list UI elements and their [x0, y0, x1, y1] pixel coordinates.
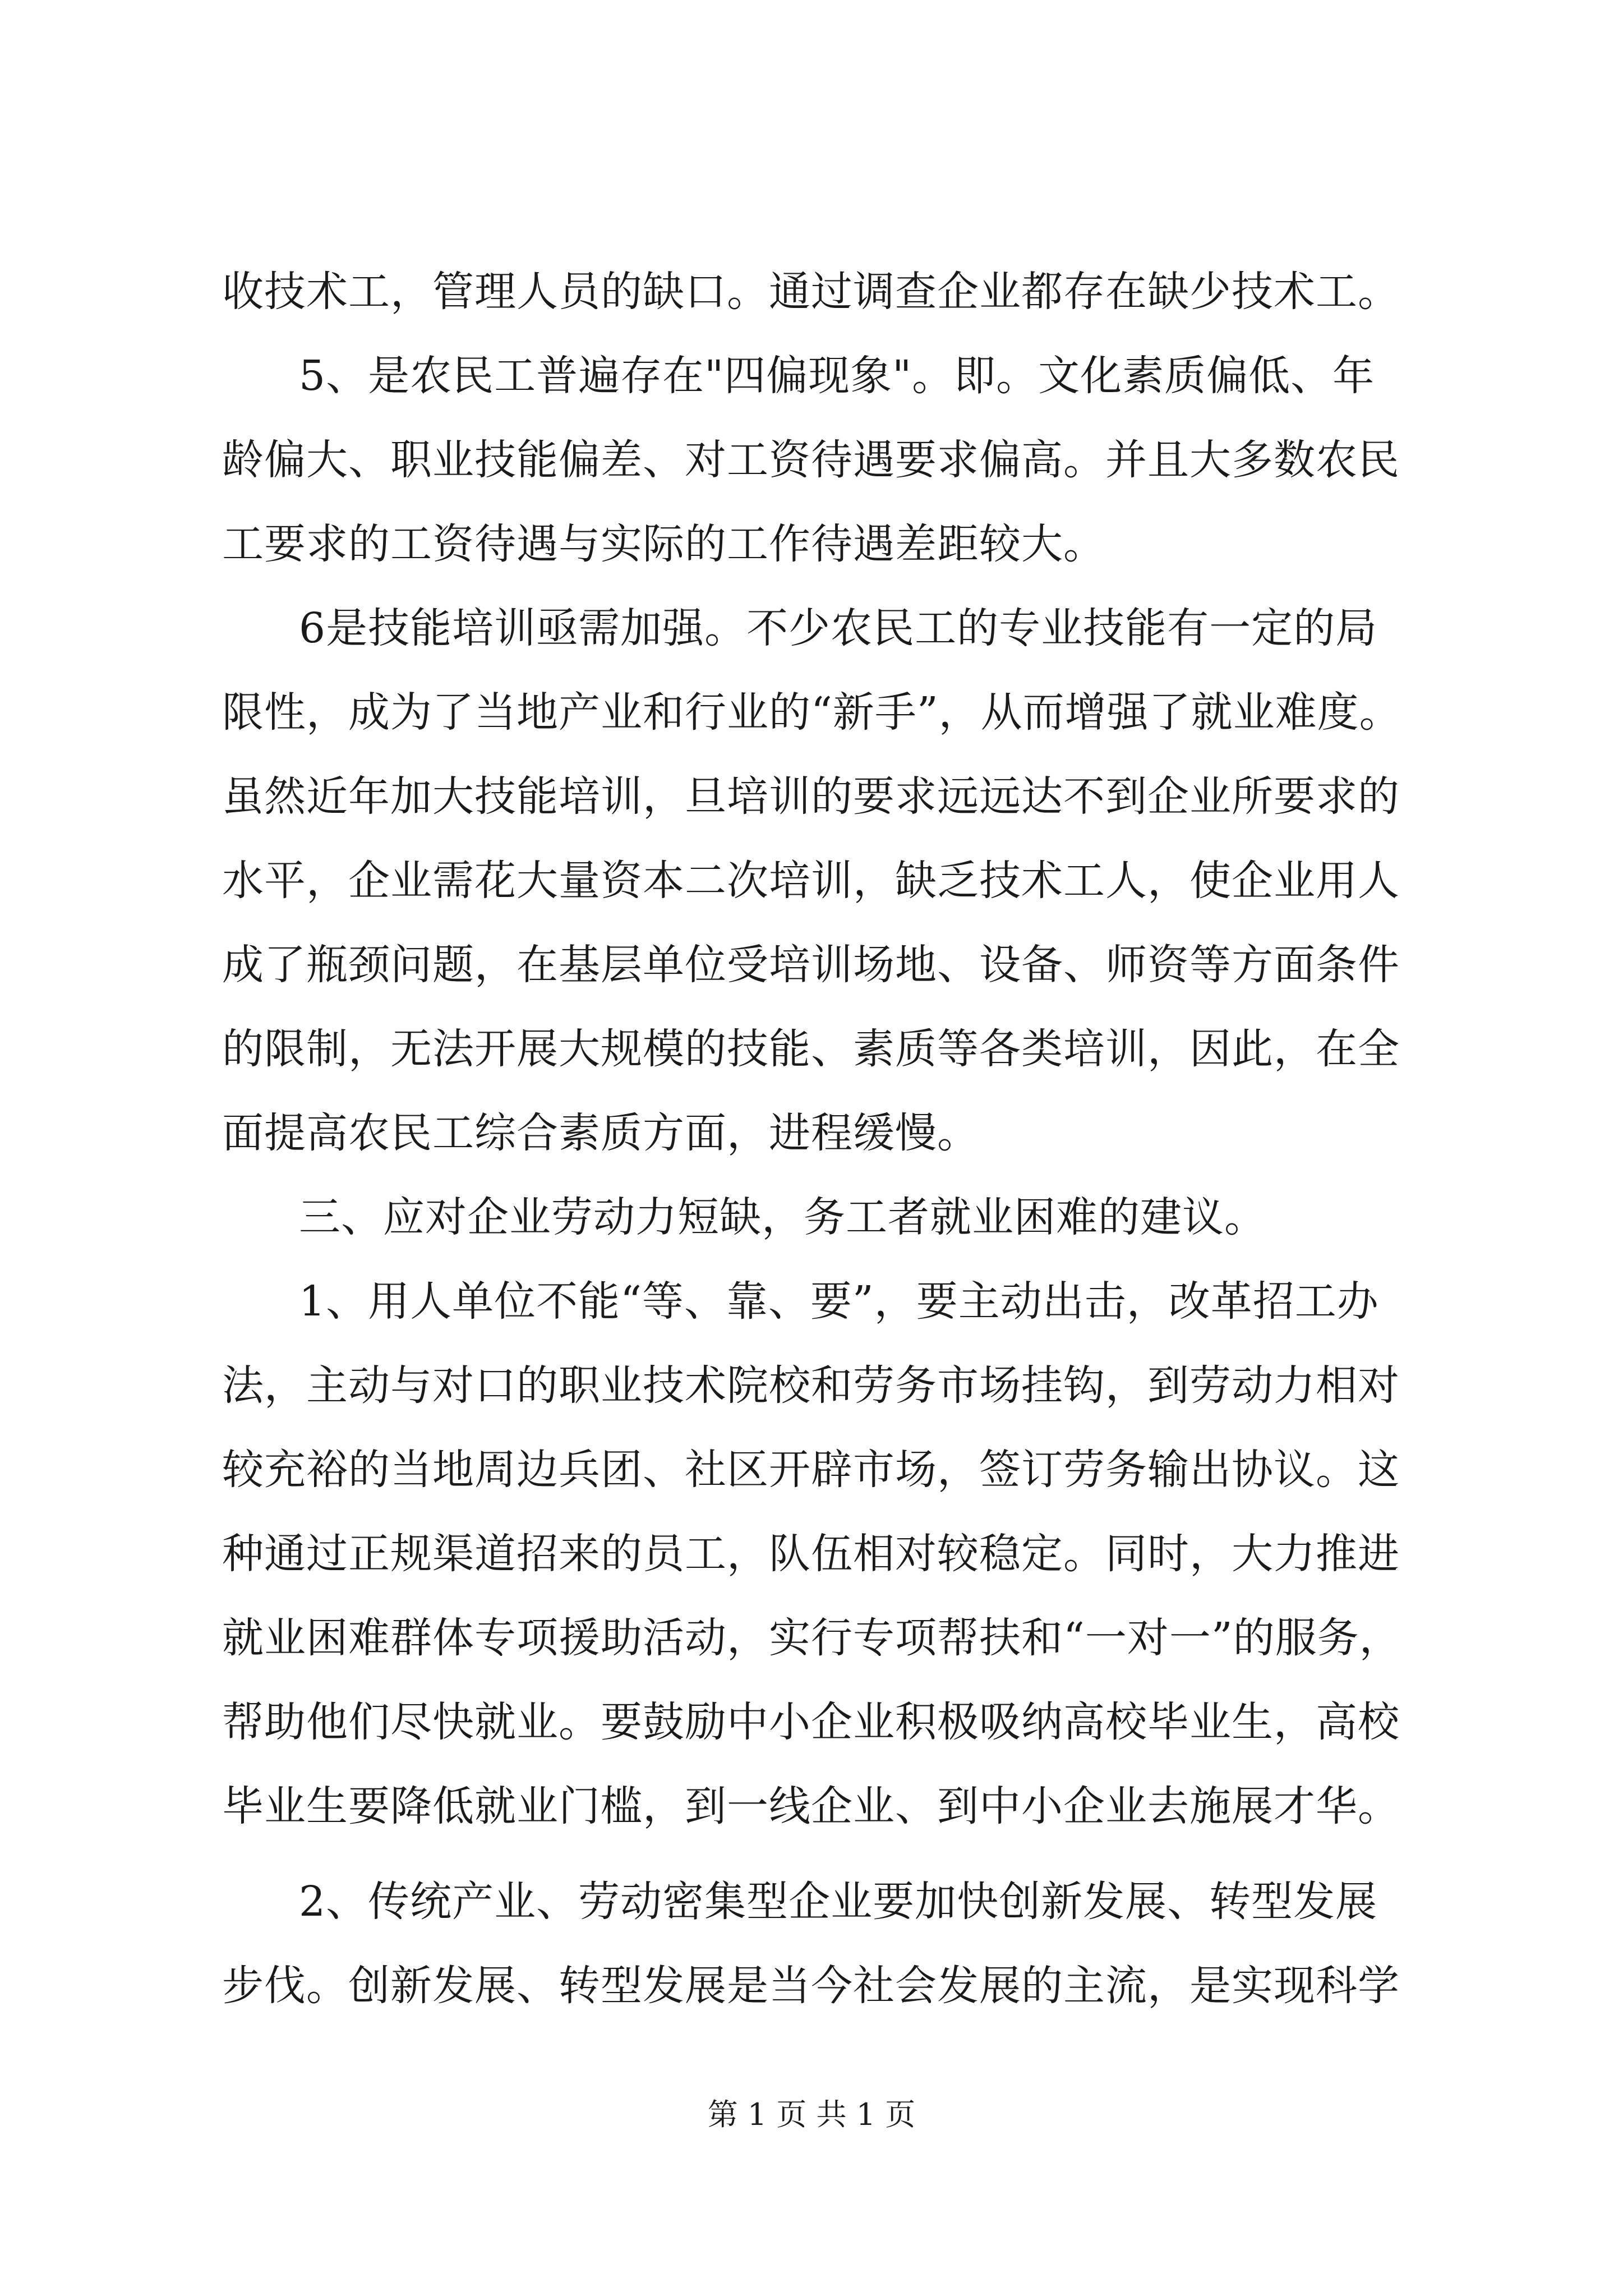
text-line: 收技术工，管理人员的缺口。通过调查企业都存在缺少技术工。: [222, 268, 1400, 316]
paragraph-6-start: 6是技能培训亟需加强。不少农民工的专业技能有一定的局: [299, 604, 1378, 652]
paragraph-1-start: 1、用人单位不能“等、靠、要”，要主动出击，改革招工办: [299, 1277, 1379, 1326]
text-line: 帮助他们尽快就业。要鼓励中小企业积极吸纳高校毕业生，高校: [222, 1698, 1400, 1746]
text-line: 种通过正规渠道招来的员工，队伍相对较稳定。同时，大力推进: [222, 1530, 1400, 1578]
text-line: 的限制，无法开展大规模的技能、素质等各类培训，因此，在全: [222, 1025, 1400, 1073]
text-line: 步伐。创新发展、转型发展是当今社会发展的主流，是实现科学: [222, 1962, 1400, 2010]
text-line: 限性，成为了当地产业和行业的“新手”，从而增强了就业难度。: [222, 688, 1401, 737]
text-line: 虽然近年加大技能培训，旦培训的要求远远达不到企业所要求的: [222, 772, 1400, 821]
text-line: 龄偏大、职业技能偏差、对工资待遇要求偏高。并且大多数农民: [222, 436, 1400, 484]
text-line: 水平，企业需花大量资本二次培训，缺乏技术工人，使企业用人: [222, 857, 1400, 905]
section-heading: 三、应对企业劳动力短缺，务工者就业困难的建议。: [299, 1193, 1266, 1241]
text-line: 就业困难群体专项援助活动，实行专项帮扶和“一对一”的服务，: [222, 1614, 1401, 1662]
page-footer: 第 1 页 共 1 页: [707, 2097, 916, 2132]
text-line: 较充裕的当地周边兵团、社区开辟市场，签订劳务输出协议。这: [222, 1446, 1400, 1494]
paragraph-2-start: 2、传统产业、劳动密集型企业要加快创新发展、转型发展: [299, 1878, 1378, 1926]
text-line: 工要求的工资待遇与实际的工作待遇差距较大。: [222, 520, 1105, 568]
text-line: 面提高农民工综合素质方面，进程缓慢。: [222, 1109, 979, 1157]
text-line: 毕业生要降低就业门槛，到一线企业、到中小企业去施展才华。: [222, 1782, 1400, 1830]
text-line: 法，主动与对口的职业技术院校和劳务市场挂钩，到劳动力相对: [222, 1361, 1400, 1410]
paragraph-5-start: 5、是农民工普遍存在"四偏现象"。即。文化素质偏低、年: [299, 352, 1375, 400]
text-line: 成了瓶颈问题，在基层单位受培训场地、设备、师资等方面条件: [222, 941, 1400, 989]
